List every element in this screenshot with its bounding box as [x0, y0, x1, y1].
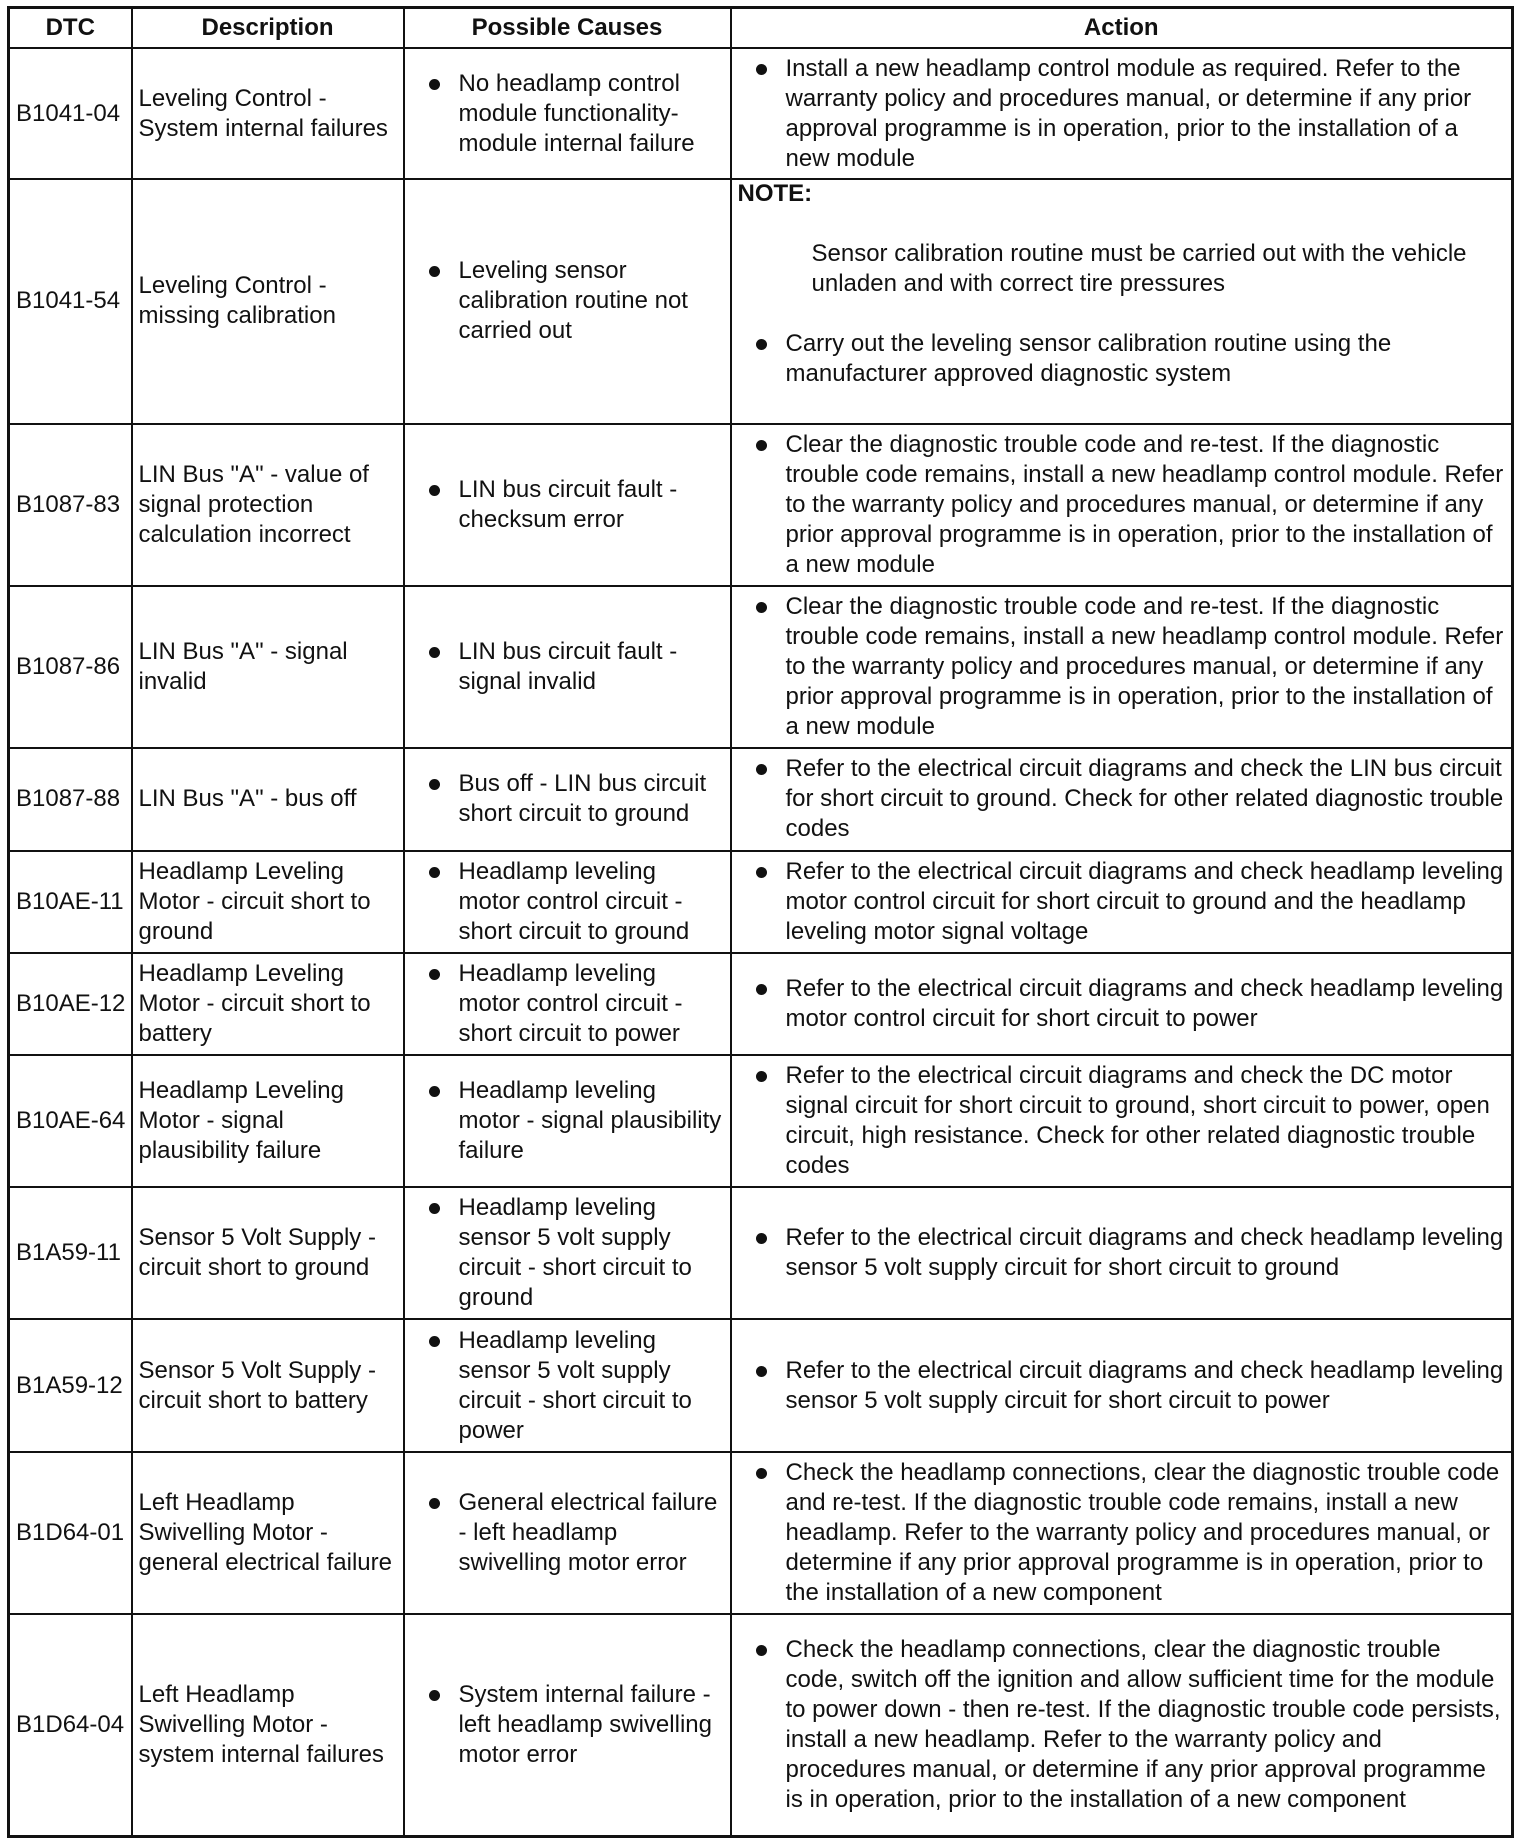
- action-cell: [731, 179, 1513, 423]
- dtc-code: B1A59-12: [9, 1319, 132, 1451]
- header-possible-causes: Possible Causes: [404, 8, 731, 49]
- cause-item: Headlamp leveling sensor 5 volt supply circuit - short circuit to power: [411, 1326, 724, 1446]
- dtc-code: B1D64-01: [9, 1452, 132, 1614]
- dtc-code: B1D64-04: [9, 1614, 132, 1837]
- action-cell: [731, 424, 1513, 586]
- table-row: [9, 424, 1513, 586]
- action-cell: [731, 1055, 1513, 1187]
- dtc-code: B10AE-64: [9, 1055, 132, 1187]
- possible-cause: [404, 48, 731, 179]
- action-item: Refer to the electrical circuit diagrams and check headlamp leveling sensor 5 volt supply circuit for short circuit to ground: [738, 1223, 1506, 1283]
- table-row: [9, 953, 1513, 1055]
- dtc-description: Leveling Control - missing calibration: [132, 179, 404, 423]
- possible-cause: [404, 424, 731, 586]
- table-row: [9, 1319, 1513, 1451]
- cause-item: Headlamp leveling motor - signal plausibility failure: [411, 1076, 724, 1166]
- cause-item: Bus off - LIN bus circuit short circuit to ground: [411, 769, 724, 829]
- action-cell: [731, 48, 1513, 179]
- possible-cause: [404, 953, 731, 1055]
- dtc-description: Left Headlamp Swivelling Motor - system internal failures: [132, 1614, 404, 1837]
- dtc-code: B1041-54: [9, 179, 132, 423]
- cause-item: Headlamp leveling sensor 5 volt supply circuit - short circuit to ground: [411, 1193, 724, 1313]
- table-row: [9, 748, 1513, 850]
- cause-item: No headlamp control module functionality-module internal failure: [411, 69, 724, 159]
- dtc-description: Leveling Control - System internal failures: [132, 48, 404, 179]
- action-cell: [731, 1614, 1513, 1837]
- possible-cause: [404, 1452, 731, 1614]
- note-text: Sensor calibration routine must be carried out with the vehicle unladen and with correct tire pressures: [811, 240, 1467, 298]
- action-cell: [731, 1187, 1513, 1319]
- table-row: [9, 179, 1513, 423]
- cause-item: System internal failure - left headlamp swivelling motor error: [411, 1680, 724, 1770]
- cause-item: LIN bus circuit fault - signal invalid: [411, 637, 724, 697]
- dtc-code: B1087-88: [9, 748, 132, 850]
- action-item: Install a new headlamp control module as required. Refer to the warranty policy and procedures manual, or determine if any prior approval programme is in operation, prior to the installation of a new module: [738, 54, 1506, 174]
- table-row: [9, 1187, 1513, 1319]
- possible-cause: [404, 1614, 731, 1837]
- action-item: Clear the diagnostic trouble code and re-test. If the diagnostic trouble code remains, install a new headlamp control module. Refer to the warranty policy and procedures manual, or determine if any prior approval programme is in operation, prior to the installation of a new module: [738, 592, 1506, 742]
- action-cell: [731, 851, 1513, 953]
- possible-cause: [404, 1187, 731, 1319]
- header-dtc: DTC: [9, 8, 132, 49]
- action-cell: [731, 1319, 1513, 1451]
- action-cell: [731, 953, 1513, 1055]
- dtc-description: Headlamp Leveling Motor - circuit short to battery: [132, 953, 404, 1055]
- action-item: Refer to the electrical circuit diagrams and check the LIN bus circuit for short circuit to ground. Check for other related diagnostic trouble codes: [738, 754, 1506, 844]
- dtc-description: Sensor 5 Volt Supply - circuit short to battery: [132, 1319, 404, 1451]
- action-item: Refer to the electrical circuit diagrams and check the DC motor signal circuit for short circuit to ground, short circuit to power, open circuit, high resistance. Check for other related diagnostic trouble codes: [738, 1061, 1506, 1181]
- table-row: [9, 586, 1513, 748]
- dtc-description: Left Headlamp Swivelling Motor - general electrical failure: [132, 1452, 404, 1614]
- dtc-table: [7, 6, 1514, 1838]
- possible-cause: [404, 851, 731, 953]
- cause-item: Leveling sensor calibration routine not carried out: [411, 256, 724, 346]
- action-item: Refer to the electrical circuit diagrams and check headlamp leveling motor control circuit for short circuit to power: [738, 974, 1506, 1034]
- dtc-code: B10AE-12: [9, 953, 132, 1055]
- table-header-row: [9, 8, 1513, 49]
- cause-item: Headlamp leveling motor control circuit - short circuit to power: [411, 959, 724, 1049]
- cause-item: General electrical failure - left headlamp swivelling motor error: [411, 1488, 724, 1578]
- table-row: [9, 1614, 1513, 1837]
- cause-item: LIN bus circuit fault - checksum error: [411, 475, 724, 535]
- header-action: Action: [731, 8, 1513, 49]
- dtc-description: LIN Bus "A" - value of signal protection calculation incorrect: [132, 424, 404, 586]
- table-row: [9, 1452, 1513, 1614]
- action-item: Clear the diagnostic trouble code and re-test. If the diagnostic trouble code remains, install a new headlamp control module. Refer to the warranty policy and procedures manual, or determine if any prior approval programme is in operation, prior to the installation of a new module: [738, 430, 1506, 580]
- table-row: [9, 48, 1513, 179]
- dtc-code: B1041-04: [9, 48, 132, 179]
- table-row: [9, 1055, 1513, 1187]
- table-row: [9, 851, 1513, 953]
- action-cell: [731, 748, 1513, 850]
- action-cell: [731, 586, 1513, 748]
- action-item: Carry out the leveling sensor calibration routine using the manufacturer approved diagnostic system: [738, 329, 1506, 389]
- possible-cause: [404, 586, 731, 748]
- note-label: NOTE:: [737, 180, 813, 208]
- dtc-description: LIN Bus "A" - bus off: [132, 748, 404, 850]
- possible-cause: [404, 179, 731, 423]
- possible-cause: [404, 1055, 731, 1187]
- action-cell: [731, 1452, 1513, 1614]
- action-item: Check the headlamp connections, clear the diagnostic trouble code, switch off the ignition and allow sufficient time for the module to power down - then re-test. If the diagnostic trouble code persists, install a new headlamp. Refer to the warranty policy and procedures manual, or determine if any prior approval programme is in operation, prior to the installation of a new component: [738, 1635, 1506, 1815]
- action-item: Refer to the electrical circuit diagrams and check headlamp leveling motor control circuit for short circuit to ground and the headlamp leveling motor signal voltage: [738, 857, 1506, 947]
- dtc-description: Headlamp Leveling Motor - signal plausibility failure: [132, 1055, 404, 1187]
- action-item: Refer to the electrical circuit diagrams and check headlamp leveling sensor 5 volt supply circuit for short circuit to power: [738, 1356, 1506, 1416]
- dtc-code: B1A59-11: [9, 1187, 132, 1319]
- header-description: Description: [132, 8, 404, 49]
- cause-item: Headlamp leveling motor control circuit - short circuit to ground: [411, 857, 724, 947]
- possible-cause: [404, 1319, 731, 1451]
- dtc-description: Headlamp Leveling Motor - circuit short to ground: [132, 851, 404, 953]
- dtc-description: LIN Bus "A" - signal invalid: [132, 586, 404, 748]
- action-item: Check the headlamp connections, clear the diagnostic trouble code and re-test. If the diagnostic trouble code remains, install a new headlamp. Refer to the warranty policy and procedures manual, or determine if any prior approval programme is in operation, prior to the installation of a new component: [738, 1458, 1506, 1608]
- dtc-description: Sensor 5 Volt Supply - circuit short to ground: [132, 1187, 404, 1319]
- dtc-code: B1087-86: [9, 586, 132, 748]
- dtc-code: B10AE-11: [9, 851, 132, 953]
- dtc-code: B1087-83: [9, 424, 132, 586]
- possible-cause: [404, 748, 731, 850]
